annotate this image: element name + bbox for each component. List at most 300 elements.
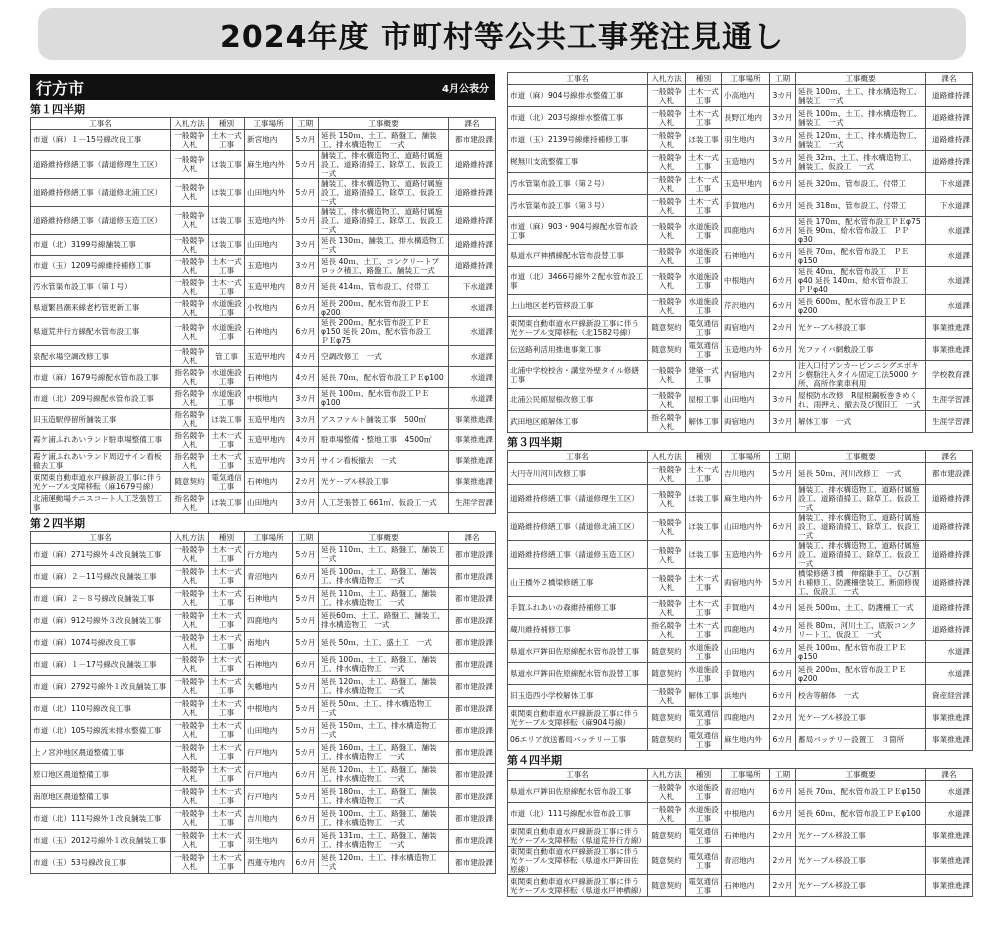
table-cell: 延長 70ｍ、配水管布設工ＰＥφ100: [319, 367, 449, 388]
table-cell: 解体工事 一式: [796, 411, 926, 433]
table-row: [31, 587, 496, 609]
table-cell: 土木一式工事: [686, 569, 722, 597]
table-cell: 5カ月: [293, 130, 319, 151]
table-cell: 市道（麻）904号線排水整備工事: [508, 85, 648, 107]
table-cell: 光ケーブル移設工事: [796, 825, 926, 847]
table-cell: 上山地区老朽管移設工事: [508, 295, 648, 317]
table-cell: 霞ケ浦ふれあいランド周辺サイン看板撤去工事: [31, 450, 171, 471]
table-cell: 事業推進課: [926, 847, 973, 875]
column-header: 工事場所: [245, 118, 293, 130]
works-table: [507, 450, 973, 751]
table-cell: 土木一式工事: [686, 173, 722, 195]
table-cell: 石神地内: [722, 825, 770, 847]
table-cell: 6カ月: [293, 829, 319, 851]
table-cell: 延長 50ｍ、土工、排水構造物工 一式: [319, 697, 449, 719]
table-cell: 延長 320ｍ、管布設工、付帯工: [796, 173, 926, 195]
table-cell: 電気通信工事: [686, 729, 722, 751]
table-cell: 市道（麻）2792号線外１改良舗装工事: [31, 675, 171, 697]
table-cell: 道路維持課: [449, 234, 496, 255]
table-cell: 水道施設工事: [686, 295, 722, 317]
table-cell: 一般競争入札: [648, 685, 686, 707]
table-cell: 土木一式工事: [209, 543, 245, 565]
table-cell: 指名競争入札: [171, 492, 209, 513]
table-cell: 山田地内: [722, 389, 770, 411]
table-cell: 電気通信工事: [686, 847, 722, 875]
table-cell: 芹沢地内: [722, 295, 770, 317]
column-header: 工事名: [31, 531, 171, 543]
table-cell: 土木一式工事: [209, 763, 245, 785]
column-header: 種別: [686, 73, 722, 85]
table-cell: 5カ月: [293, 719, 319, 741]
column-header: 工事名: [31, 118, 171, 130]
table-cell: 5カ月: [293, 631, 319, 653]
table-cell: 水道施設工事: [686, 803, 722, 825]
table-cell: 一般競争入札: [648, 513, 686, 541]
table-cell: 東関東自動車道水戸線新設工事に伴う光ケーブル支障移転（麻1679号線）: [31, 471, 171, 492]
table-cell: 手賀ふれあいの森維持補修工事: [508, 597, 648, 619]
table-cell: 一般競争入札: [648, 597, 686, 619]
table-cell: ほ装工事: [686, 485, 722, 513]
table-cell: 水道課: [449, 388, 496, 409]
table-cell: 6カ月: [770, 513, 796, 541]
table-cell: 北浦運動場テニスコート人工芝張替工事: [31, 492, 171, 513]
table-cell: 4カ月: [293, 430, 319, 451]
table-cell: 事業推進課: [926, 729, 973, 751]
table-cell: 2カ月: [770, 707, 796, 729]
table-cell: 一般競争入札: [648, 485, 686, 513]
table-cell: 随意契約: [648, 707, 686, 729]
table-cell: 四鹿地内: [722, 619, 770, 641]
table-cell: 延長 70ｍ、配水管布設工ＰＥφ150: [796, 781, 926, 803]
table-cell: 麻生地内外: [722, 729, 770, 751]
table-cell: 中根地内: [245, 388, 293, 409]
column-header: 工事概要: [319, 531, 449, 543]
table-cell: 東関東自動車道水戸線新設工事に伴う光ケーブル支障移転（県道荒井行方線）: [508, 825, 648, 847]
table-cell: 延長 100ｍ、土工、路盤工、舗装工、排水構造物工 一式: [319, 653, 449, 675]
column-header: 入札方法: [171, 118, 209, 130]
table-cell: 事業推進課: [926, 825, 973, 847]
table-cell: 汚水管渠布設工事（第２号）: [508, 173, 648, 195]
table-cell: 両宿地内: [722, 411, 770, 433]
table-row: [508, 541, 973, 569]
table-row: [31, 367, 496, 388]
table-cell: 5カ月: [293, 675, 319, 697]
table-cell: 石神地内: [245, 653, 293, 675]
table-cell: 四鹿地内: [722, 707, 770, 729]
table-cell: ほ装工事: [209, 178, 245, 206]
table-cell: 延長 32ｍ、土工、排水構造物工、舗装工、仮設工 一式: [796, 151, 926, 173]
table-cell: 道路維持課: [926, 513, 973, 541]
table-cell: 一般競争入札: [171, 851, 209, 873]
table-cell: 土木一式工事: [209, 130, 245, 151]
table-row: [31, 346, 496, 367]
table-row: [31, 430, 496, 451]
table-cell: 3カ月: [770, 107, 796, 129]
column-header: 課名: [449, 118, 496, 130]
table-row: [508, 569, 973, 597]
table-cell: 四鹿地内: [722, 217, 770, 245]
table-cell: 一般競争入札: [648, 541, 686, 569]
table-cell: 一般競争入札: [171, 297, 209, 318]
table-cell: 南地内: [245, 631, 293, 653]
table-cell: 道路維持課: [926, 619, 973, 641]
table-cell: 一般競争入札: [171, 130, 209, 151]
table-row: [508, 267, 973, 295]
table-cell: 電気通信工事: [209, 471, 245, 492]
table-cell: 手賀地内: [722, 597, 770, 619]
table-cell: 土木一式工事: [209, 741, 245, 763]
table-cell: 延長 110ｍ、土工、路盤工、舗装工 一式: [319, 543, 449, 565]
table-cell: 6カ月: [293, 807, 319, 829]
table-cell: 延長 318ｍ、管布設工、付帯工: [796, 195, 926, 217]
table-row: [31, 763, 496, 785]
table-cell: 5カ月: [293, 150, 319, 178]
table-cell: 延長 600ｍ、配水管布設工ＰＥφ200: [796, 295, 926, 317]
table-cell: 道路維持課: [449, 255, 496, 276]
table-cell: 道路維持課: [926, 85, 973, 107]
table-cell: 延長 40ｍ、配水管布設工 ＰＥφ40 延長 140ｍ、給水管布設工 ＰＰφ40: [796, 267, 926, 295]
column-header: 工事名: [508, 769, 648, 781]
table-cell: 随意契約: [648, 825, 686, 847]
table-cell: サイン看板撤去 一式: [319, 450, 449, 471]
table-cell: 土木一式工事: [209, 807, 245, 829]
table-cell: 6カ月: [293, 297, 319, 318]
table-cell: 一般競争入札: [648, 173, 686, 195]
table-cell: 光ケーブル移設工事: [319, 471, 449, 492]
table-cell: 道路維持課: [926, 151, 973, 173]
table-cell: 都市建設課: [449, 807, 496, 829]
table-cell: 光ケーブル移設工事: [796, 875, 926, 897]
table-cell: 玉造地内外: [722, 541, 770, 569]
table-row: [508, 685, 973, 707]
table-cell: 一般競争入札: [171, 719, 209, 741]
table-cell: 行戸地内: [245, 785, 293, 807]
table-cell: 石神地内: [245, 367, 293, 388]
table-cell: 水道施設工事: [686, 641, 722, 663]
table-cell: 指名競争入札: [171, 430, 209, 451]
table-row: [31, 206, 496, 234]
table-cell: 土木一式工事: [209, 829, 245, 851]
table-row: [31, 130, 496, 151]
table-row: [31, 471, 496, 492]
column-header: 工期: [770, 73, 796, 85]
table-cell: 6カ月: [770, 781, 796, 803]
table-cell: 延長 200ｍ、配水管布設工ＰＥφ150 延長 20ｍ、配水管布設工 ＰＥφ75: [319, 318, 449, 346]
table-cell: 延長 131ｍ、土工、路盤工、舗装工、排水構造物工 一式: [319, 829, 449, 851]
table-cell: 3カ月: [293, 409, 319, 430]
table-row: [31, 450, 496, 471]
table-cell: 6カ月: [770, 245, 796, 267]
table-row: [31, 653, 496, 675]
table-cell: 延長 100ｍ、土工、路盤工、舗装工、排水構造物工 一式: [319, 807, 449, 829]
table-row: [31, 234, 496, 255]
table-cell: 延長 50ｍ、土工、盛土工 一式: [319, 631, 449, 653]
table-cell: 一般競争入札: [648, 217, 686, 245]
table-row: [31, 178, 496, 206]
table-cell: 長野江地内: [722, 107, 770, 129]
column-header: 種別: [686, 769, 722, 781]
table-cell: 市道（麻）903・904号線配水管布設工事: [508, 217, 648, 245]
table-cell: 6カ月: [770, 295, 796, 317]
table-row: [508, 825, 973, 847]
table-row: [508, 129, 973, 151]
table-cell: 延長 170ｍ、配水管布設工ＰＥφ75 延長 90ｍ、給水管布設工 ＰＰφ30: [796, 217, 926, 245]
column-header: 種別: [209, 118, 245, 130]
table-cell: 随意契約: [171, 471, 209, 492]
table-row: [508, 513, 973, 541]
table-cell: 事業推進課: [449, 409, 496, 430]
table-cell: 土木一式工事: [209, 255, 245, 276]
table-row: [508, 195, 973, 217]
table-cell: 東関東自動車道水戸線新設工事に伴う光ケーブル支障移転（麻904号線）: [508, 707, 648, 729]
table-cell: 土木一式工事: [209, 276, 245, 297]
table-cell: 一般競争入札: [648, 569, 686, 597]
table-cell: 一般競争入札: [648, 361, 686, 389]
table-cell: 延長 100ｍ、土工、排水構造物工、舗装工 一式: [796, 107, 926, 129]
table-row: [508, 245, 973, 267]
table-cell: 吉川地内: [245, 807, 293, 829]
table-cell: 延長 200ｍ、配水管布設工ＰＥφ200: [796, 663, 926, 685]
table-cell: 都市建設課: [449, 565, 496, 587]
works-table: [507, 768, 973, 897]
table-cell: 3カ月: [770, 389, 796, 411]
table-row: [508, 389, 973, 411]
table-cell: 矢幡地内: [245, 675, 293, 697]
table-cell: 3カ月: [293, 234, 319, 255]
table-cell: 6カ月: [770, 217, 796, 245]
table-cell: 水道施設工事: [209, 297, 245, 318]
table-cell: 手賀地内: [722, 195, 770, 217]
table-cell: 下水道課: [926, 173, 973, 195]
table-cell: 石神地内: [722, 245, 770, 267]
table-cell: 3カ月: [770, 85, 796, 107]
table-cell: 資産経営課: [926, 685, 973, 707]
table-cell: 県道繁昌潮来線老朽管更新工事: [31, 297, 171, 318]
table-row: [508, 663, 973, 685]
table-cell: 市道（北）111号線配水管布設工事: [508, 803, 648, 825]
table-cell: 5カ月: [293, 697, 319, 719]
table-cell: 水道課: [449, 346, 496, 367]
column-header: 課名: [449, 531, 496, 543]
table-cell: 土木一式工事: [209, 719, 245, 741]
table-cell: ほ装工事: [686, 129, 722, 151]
table-cell: 道路維持課: [926, 597, 973, 619]
table-cell: 石神地内: [245, 318, 293, 346]
city-bar: [30, 74, 495, 100]
table-cell: 都市建設課: [449, 543, 496, 565]
table-cell: 市道（玉）1209号線維持補修工事: [31, 255, 171, 276]
table-cell: 指名競争入札: [648, 619, 686, 641]
table-cell: 山田地内: [245, 719, 293, 741]
table-cell: 水道課: [449, 297, 496, 318]
table-cell: 3カ月: [293, 450, 319, 471]
table-cell: 3カ月: [293, 255, 319, 276]
table-cell: 6カ月: [293, 565, 319, 587]
table-cell: 一般競争入札: [171, 543, 209, 565]
table-cell: 解体工事: [686, 685, 722, 707]
table-cell: 2カ月: [293, 471, 319, 492]
column-header: 工期: [770, 451, 796, 463]
table-cell: 小牧地内: [245, 297, 293, 318]
table-cell: 市道（麻）271号線外４改良舗装工事: [31, 543, 171, 565]
quarter-label: 第３四半期: [507, 436, 562, 449]
quarter-label: 第２四半期: [30, 516, 85, 530]
table-cell: 上ノ宮沖地区農道整備工事: [31, 741, 171, 763]
table-cell: 2カ月: [770, 847, 796, 875]
table-cell: 5カ月: [293, 609, 319, 631]
table-cell: 道路維持課: [926, 107, 973, 129]
table-cell: 道路維持修繕工事（請道修理生工区）: [31, 150, 171, 178]
table-cell: 道路維持修繕工事（請道修理生工区）: [508, 485, 648, 513]
table-cell: 3カ月: [293, 388, 319, 409]
table-cell: 東関東自動車道水戸線新設工事に伴う光ケーブル支障移転（県道水戸鉾田佐原線）: [508, 847, 648, 875]
table-cell: 解体工事: [686, 411, 722, 433]
table-cell: 市道（北）105号線流末排水整備工事: [31, 719, 171, 741]
table-row: [31, 388, 496, 409]
column-header: 入札方法: [648, 451, 686, 463]
table-row: [508, 107, 973, 129]
table-cell: 中根地内: [245, 697, 293, 719]
table-cell: 玉造地内外: [245, 206, 293, 234]
table-cell: 都市建設課: [449, 741, 496, 763]
table-row: [31, 851, 496, 873]
table-cell: 舗装工、排水構造物工、道路付属施設工、道路清掃工、除草工、仮設工 一式: [319, 206, 449, 234]
table-cell: 4カ月: [770, 597, 796, 619]
table-cell: 四鹿地内: [245, 609, 293, 631]
table-cell: 生涯学習課: [926, 411, 973, 433]
page-header: [38, 8, 966, 60]
table-cell: 市道（玉）2139号線維持補修工事: [508, 129, 648, 151]
table-cell: 水道施設工事: [209, 388, 245, 409]
table-cell: 人工芝張替工 661㎡、仮設工一式: [319, 492, 449, 513]
table-cell: 事業推進課: [926, 707, 973, 729]
table-cell: 水道課: [926, 217, 973, 245]
table-cell: 6カ月: [770, 729, 796, 751]
table-cell: 一般競争入札: [648, 295, 686, 317]
table-cell: 一般競争入札: [171, 318, 209, 346]
table-row: [31, 297, 496, 318]
table-cell: 一般競争入札: [171, 807, 209, 829]
table-cell: 事業推進課: [926, 875, 973, 897]
table-cell: 6カ月: [293, 653, 319, 675]
table-cell: 一般競争入札: [171, 609, 209, 631]
table-cell: 6カ月: [770, 541, 796, 569]
works-table: [507, 72, 973, 433]
right-column: [507, 72, 972, 897]
table-cell: 市道（玉）53号線改良工事: [31, 851, 171, 873]
table-row: [31, 741, 496, 763]
table-cell: 5カ月: [293, 543, 319, 565]
table-cell: 6カ月: [293, 763, 319, 785]
table-cell: 山田地内: [245, 492, 293, 513]
column-header: 課名: [926, 451, 973, 463]
table-cell: 石神地内: [722, 875, 770, 897]
table-row: [508, 317, 973, 339]
table-cell: 玉造甲地内: [245, 346, 293, 367]
table-cell: 事業推進課: [449, 430, 496, 451]
table-row: [31, 697, 496, 719]
table-cell: 市道（北）3466号線外２配水管布設工事: [508, 267, 648, 295]
table-cell: 5カ月: [293, 206, 319, 234]
table-cell: 06エリア放送蓄局バッテリー工事: [508, 729, 648, 751]
table-cell: 光ケーブル移設工事: [796, 707, 926, 729]
column-header: 入札方法: [648, 769, 686, 781]
table-cell: 土木一式工事: [686, 195, 722, 217]
table-cell: 指名競争入札: [171, 450, 209, 471]
table-cell: 市道（麻）1074号線改良工事: [31, 631, 171, 653]
table-cell: 延長 120ｍ、土工、排水構造物工、舗装工 一式: [796, 129, 926, 151]
table-cell: ほ装工事: [209, 234, 245, 255]
table-cell: 水道施設工事: [686, 663, 722, 685]
table-cell: 山田地内外: [245, 178, 293, 206]
table-row: [31, 318, 496, 346]
table-cell: 西蓮寺地内: [245, 851, 293, 873]
table-cell: 一般競争入札: [171, 631, 209, 653]
table-cell: 小高地内: [722, 85, 770, 107]
table-cell: ほ装工事: [209, 206, 245, 234]
table-row: [31, 631, 496, 653]
table-cell: 羽生地内: [722, 129, 770, 151]
table-cell: 延長 100ｍ、配水管布設工ＰＥφ100: [319, 388, 449, 409]
table-cell: 市道（北）203号線排水整備工事: [508, 107, 648, 129]
table-cell: 随意契約: [648, 641, 686, 663]
table-cell: 玉造地内: [722, 151, 770, 173]
quarter-1: [30, 102, 495, 514]
table-cell: 随意契約: [648, 339, 686, 361]
table-cell: 市道（北）3199号線舗装工事: [31, 234, 171, 255]
table-cell: 市道（北）111号線外１改良舗装工事: [31, 807, 171, 829]
table-row: [31, 492, 496, 513]
table-cell: 一般競争入札: [171, 829, 209, 851]
table-cell: 水道課: [926, 245, 973, 267]
table-cell: 延長 180ｍ、土工、路盤工、舗装工、排水構造物工 一式: [319, 785, 449, 807]
table-cell: 延長 200ｍ、配水管布設工ＰＥφ200: [319, 297, 449, 318]
table-row: [31, 719, 496, 741]
table-cell: 随意契約: [648, 663, 686, 685]
table-cell: 道路維持課: [926, 569, 973, 597]
table-cell: 大円寺川河川改修工事: [508, 463, 648, 485]
table-cell: 一般競争入札: [648, 107, 686, 129]
table-cell: 都市建設課: [926, 463, 973, 485]
table-row: [508, 781, 973, 803]
table-cell: 道路維持課: [449, 178, 496, 206]
table-cell: 事業推進課: [926, 339, 973, 361]
table-cell: 市道（麻）1679号線配水管布設工事: [31, 367, 171, 388]
table-cell: 指名競争入札: [171, 409, 209, 430]
table-cell: 北浦公民館屋根改修工事: [508, 389, 648, 411]
table-cell: 5カ月: [770, 463, 796, 485]
table-cell: 一般競争入札: [648, 389, 686, 411]
table-cell: 市道（麻）１－17号線改良舗装工事: [31, 653, 171, 675]
table-cell: 土木一式工事: [686, 619, 722, 641]
table-cell: 舗装工、排水構造物工、道路付属施設工、道路清掃工、除草工、仮設工 一式: [319, 178, 449, 206]
table-cell: 延長 130ｍ、舗装工、排水構造物工 一式: [319, 234, 449, 255]
column-header: 工期: [293, 118, 319, 130]
table-cell: 一般競争入札: [171, 346, 209, 367]
table-cell: アスファルト舗装工事 500㎡: [319, 409, 449, 430]
column-header: 入札方法: [171, 531, 209, 543]
quarter-3: [507, 435, 972, 751]
table-cell: 土木一式工事: [686, 107, 722, 129]
table-cell: 土木一式工事: [686, 151, 722, 173]
table-cell: 注入口付アンカーピンニングエポキシ樹脂注入タイル固定工法5000 ケ所、高所作業車利用: [796, 361, 926, 389]
publication-note: 4月公表分: [442, 83, 489, 95]
table-row: [31, 409, 496, 430]
column-header: 工事概要: [796, 451, 926, 463]
table-cell: 市道（北）209号線配水管布設工事: [31, 388, 171, 409]
table-cell: ほ装工事: [209, 492, 245, 513]
table-cell: 一般競争入札: [171, 255, 209, 276]
